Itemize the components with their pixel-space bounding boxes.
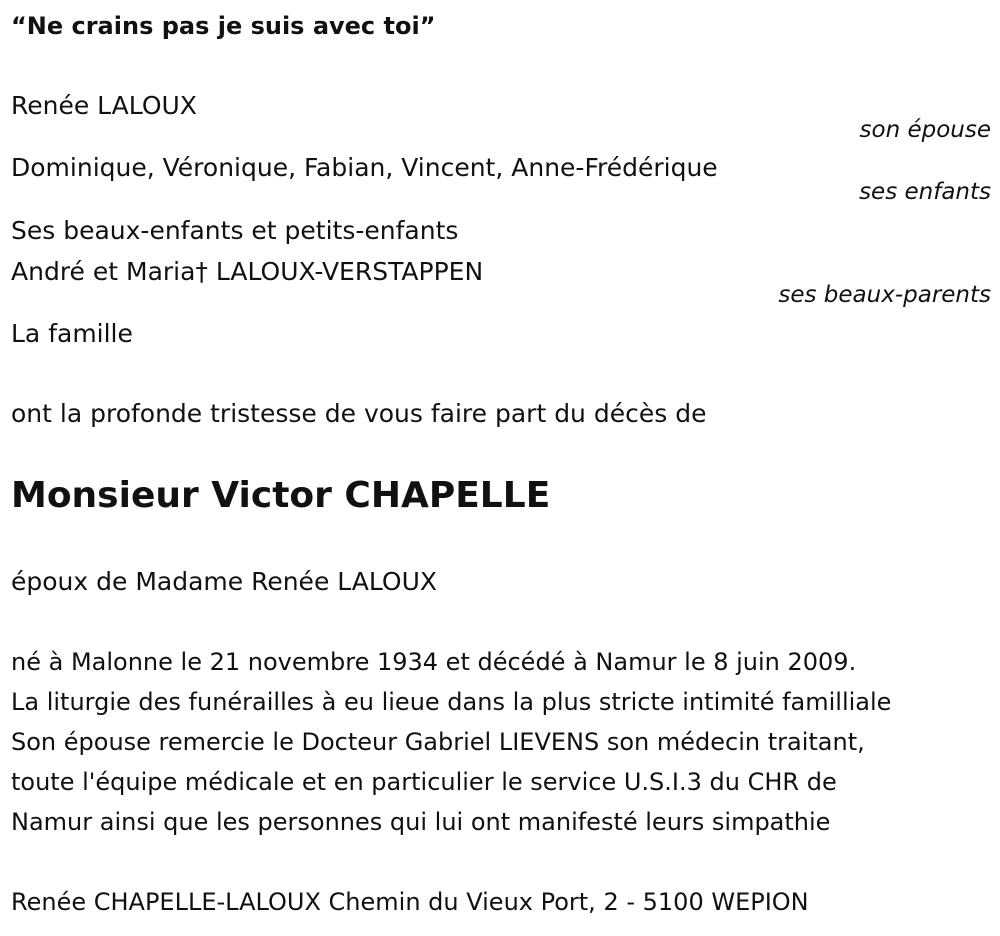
- spouse-name: Renée LALOUX: [11, 91, 197, 120]
- announcement: ont la profonde tristesse de vous faire part du décès de: [11, 399, 707, 428]
- spouse-role: son épouse: [859, 117, 991, 143]
- deceased-name: Monsieur Victor CHAPELLE: [11, 475, 551, 516]
- grandchildren: Ses beaux-enfants et petits-enfants: [11, 216, 459, 245]
- detail-line: né à Malonne le 21 novembre 1934 et décédé à Namur le 8 juin 2009.: [11, 648, 857, 676]
- parents-in-law: André et Maria† LALOUX-VERSTAPPEN: [11, 257, 484, 286]
- parents-in-law-role: ses beaux-parents: [778, 282, 991, 308]
- children-names: Dominique, Véronique, Fabian, Vincent, Anne-Frédérique: [11, 153, 718, 182]
- detail-line: toute l'équipe médicale et en particulier le service U.S.I.3 du CHR de: [11, 768, 837, 796]
- detail-line: Son épouse remercie le Docteur Gabriel LIEVENS son médecin traitant,: [11, 728, 865, 756]
- address: Renée CHAPELLE-LALOUX Chemin du Vieux Port, 2 - 5100 WEPION: [11, 888, 809, 916]
- spouse-of: époux de Madame Renée LALOUX: [11, 567, 438, 596]
- detail-line: Namur ainsi que les personnes qui lui ont manifesté leurs simpathie: [11, 808, 831, 836]
- detail-line: La liturgie des funérailles à eu lieue dans la plus stricte intimité familliale: [11, 688, 892, 716]
- quote: “Ne crains pas je suis avec toi”: [11, 12, 436, 40]
- children-role: ses enfants: [859, 179, 991, 205]
- family-line: La famille: [11, 319, 133, 348]
